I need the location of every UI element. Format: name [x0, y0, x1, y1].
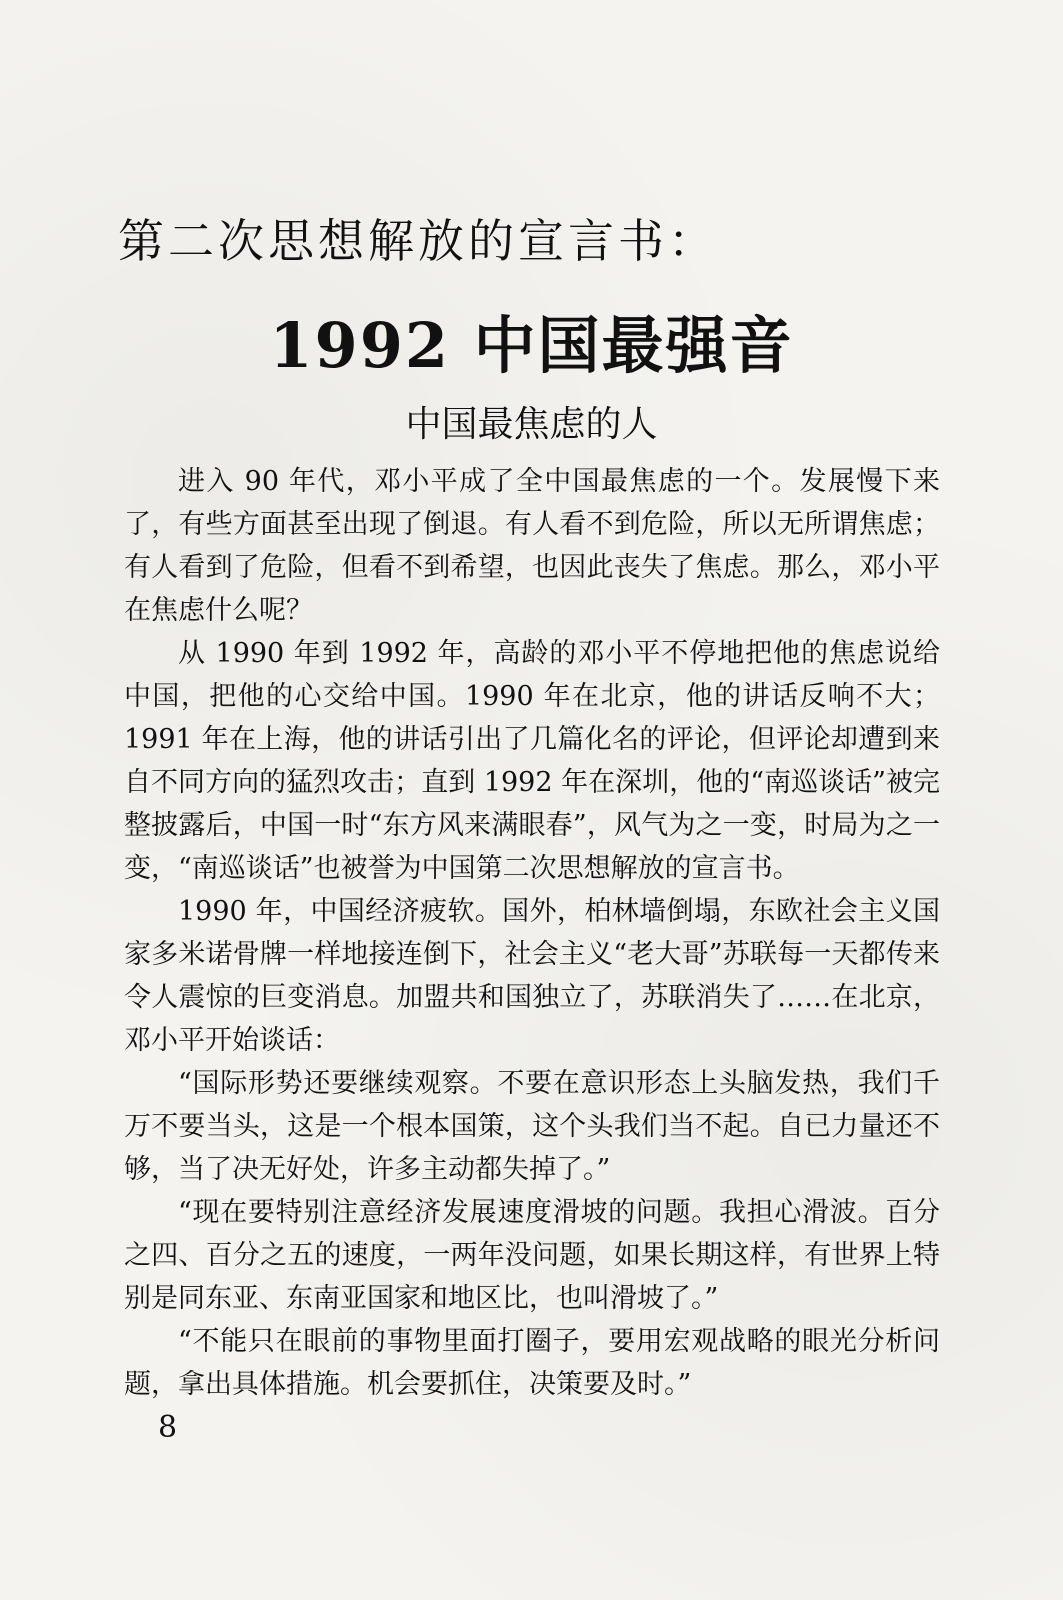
page-number: 8	[158, 1410, 178, 1445]
paragraph: “不能只在眼前的事物里面打圈子，要用宏观战略的眼光分析问题，拿出具体措施。机会要抓住，决策要及时。”	[124, 1326, 940, 1400]
paragraph: 1990 年，中国经济疲软。国外，柏林墙倒塌，东欧社会主义国家多米诺骨牌一样地接连倒下，社会主义“老大哥”苏联每一天都传来令人震惊的巨变消息。加盟共和国独立了，苏联消失了……在北京，邓小平开始谈话：	[124, 896, 940, 1056]
paragraph: 从 1990 年到 1992 年，高龄的邓小平不停地把他的焦虑说给中国，把他的心交给中国。1990 年在北京，他的讲话反响不大；1991 年在上海，他的讲话引出了几篇化名的评论，但评论却遭到来自不同方向的猛烈攻击；直到 1992 年在深圳，他的“南巡谈话”被完整披露后，中国一时“东方风来满眼春”，风气为之一变，时局为之一变，“南巡谈话”也被誉为中国第二次思想解放的宣言书。	[124, 638, 940, 884]
paragraph: “现在要特别注意经济发展速度滑坡的问题。我担心滑波。百分之四、百分之五的速度，一两年没问题，如果长期这样，有世界上特别是同东亚、东南亚国家和地区比，也叫滑坡了。”	[124, 1197, 940, 1314]
paragraph: “国际形势还要继续观察。不要在意识形态上头脑发热，我们千万不要当头，这是一个根本国策，这个头我们当不起。自已力量还不够，当了决无好处，许多主动都失掉了。”	[124, 1068, 940, 1185]
section-title: 中国最焦虑的人	[405, 404, 658, 445]
series-title: 第二次思想解放的宣言书：	[118, 214, 718, 268]
main-title: 1992 中国最强音	[269, 309, 794, 382]
body-text	[124, 460, 940, 1406]
paragraph: 进入 90 年代，邓小平成了全中国最焦虑的一个。发展慢下来了，有些方面甚至出现了倒退。有人看不到危险，所以无所谓焦虑；有人看到了危险，但看不到希望，也因此丧失了焦虑。那么，邓小平在焦虑什么呢？	[124, 466, 940, 626]
